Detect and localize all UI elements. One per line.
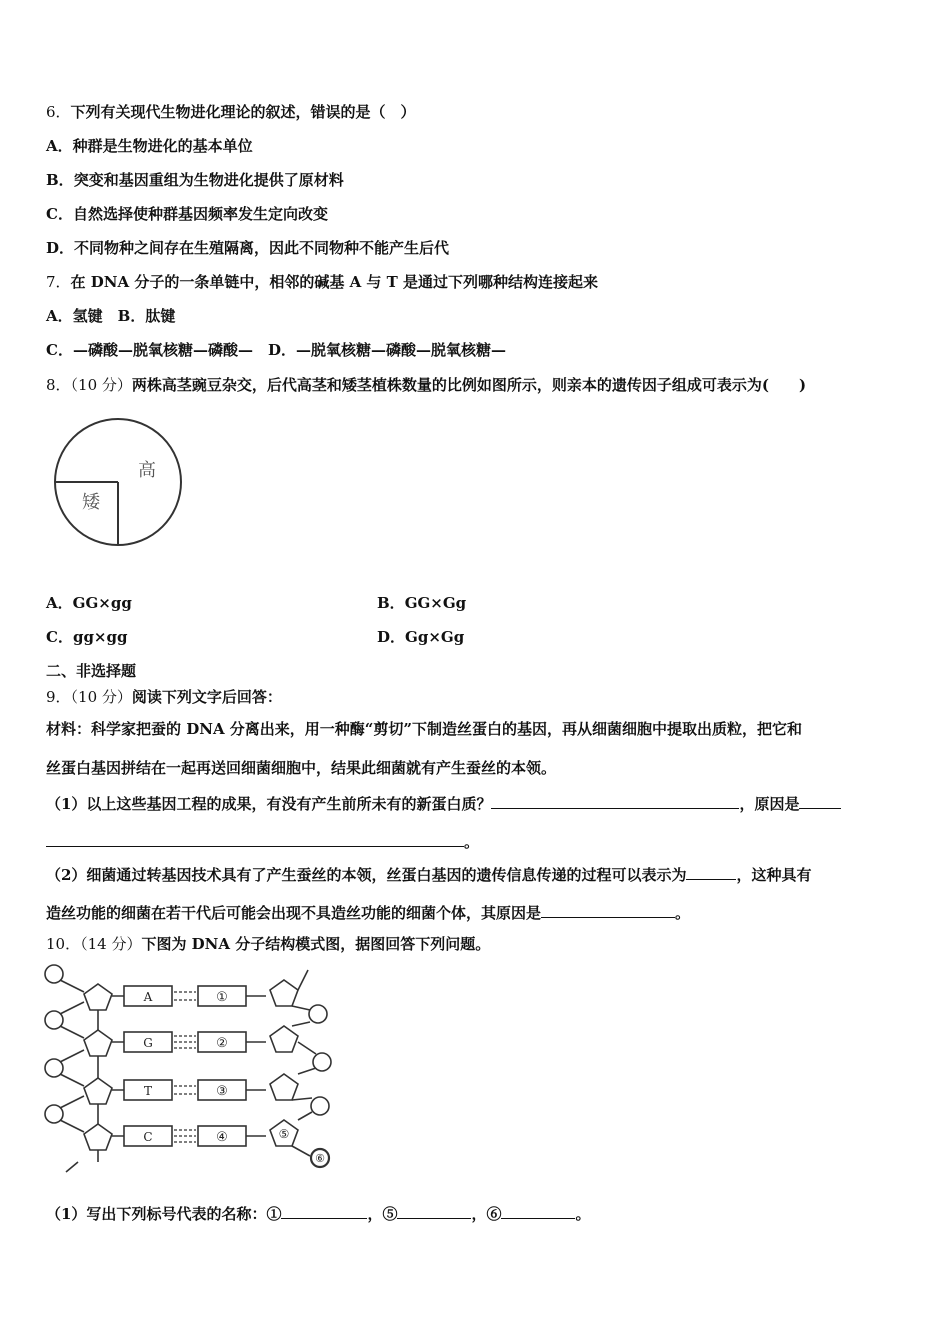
q7-stem bbox=[46, 272, 598, 292]
q6-stem bbox=[46, 102, 416, 122]
dna-structure-diagram bbox=[38, 962, 338, 1174]
label-4: ④ bbox=[216, 1130, 228, 1145]
q8-pie-chart bbox=[50, 414, 186, 550]
option-letter: B． bbox=[377, 594, 405, 612]
q9-sub1-reason-blank[interactable] bbox=[799, 792, 841, 809]
q9-sub2 bbox=[46, 863, 811, 885]
q6-option-b bbox=[46, 170, 344, 190]
option-letter: C． bbox=[46, 205, 73, 223]
q8-stem-text: 两株高茎豌豆杂交，后代高茎和矮茎植株数量的比例如图所示，则亲本的遗传因子组成可表示为( ) bbox=[131, 376, 807, 394]
q9-sub2-text-c: 造丝功能的细菌在若干代后可能会出现不具造丝功能的细菌个体，其原因是 bbox=[46, 904, 542, 922]
q8-stem bbox=[46, 375, 806, 395]
q10-blank-5[interactable] bbox=[397, 1202, 471, 1219]
q9-sub1-continued bbox=[46, 830, 479, 852]
q10-score: （14 分） bbox=[80, 935, 142, 953]
deoxyribose-pentagon bbox=[84, 1030, 112, 1056]
q9-sub2-reason-blank[interactable] bbox=[541, 901, 675, 918]
q8-score: （10 分） bbox=[70, 376, 132, 394]
q9-sub1 bbox=[46, 792, 841, 814]
base-connectors-left bbox=[112, 996, 124, 1136]
label-3: ③ bbox=[216, 1084, 228, 1099]
deoxyribose-pentagon bbox=[270, 1026, 298, 1052]
option-text: 种群是生物进化的基本单位 bbox=[72, 137, 253, 155]
q9-stem-text: 阅读下列文字后回答： bbox=[131, 688, 282, 706]
q10-sep-5: ，⑤ bbox=[367, 1205, 398, 1223]
q10-blank-6[interactable] bbox=[501, 1202, 575, 1219]
option-text: GG×gg bbox=[72, 594, 132, 612]
q6-option-d bbox=[46, 238, 449, 258]
q8-option-d bbox=[377, 627, 464, 647]
q9-sub2-text-b: ，这种具有 bbox=[736, 866, 812, 884]
base-label-c: C bbox=[143, 1130, 153, 1144]
q8-option-b bbox=[377, 593, 466, 613]
option-text: 突变和基因重组为生物进化提供了原材料 bbox=[73, 171, 344, 189]
q9-material-line2: 丝蛋白基因拼结在一起再送回细菌细胞中，结果此细菌就有产生蚕丝的本领。 bbox=[46, 759, 557, 777]
q7-options-ab: A．氢键 B．肽键 bbox=[46, 307, 176, 325]
phosphate-circle bbox=[311, 1097, 329, 1115]
q9-sub1-answer-blank[interactable] bbox=[491, 792, 739, 809]
option-text: GG×Gg bbox=[404, 594, 467, 612]
label-5: ⑤ bbox=[278, 1127, 290, 1141]
q8-option-a bbox=[46, 593, 132, 613]
label-6: ⑥ bbox=[315, 1152, 325, 1165]
option-text: 不同物种之间存在生殖隔离，因此不同物种不能产生后代 bbox=[74, 239, 450, 257]
deoxyribose-pentagon bbox=[270, 980, 298, 1006]
q6-number: 6． bbox=[46, 103, 71, 121]
q9-sub2-text-a: （2）细菌通过转基因技术具有了产生蚕丝的本领，丝蛋白基因的遗传信息传递的过程可以表示为 bbox=[46, 866, 687, 884]
q8-option-c bbox=[46, 627, 127, 647]
base-label-t: T bbox=[143, 1084, 153, 1098]
q7-number: 7． bbox=[46, 273, 71, 291]
phosphate-circle bbox=[309, 1005, 327, 1023]
base-label-g: G bbox=[143, 1036, 153, 1050]
q9-sub1-text-a: （1）以上这些基因工程的成果，有没有产生前所未有的新蛋白质？ bbox=[46, 795, 492, 813]
q7-options-cd: C．—磷酸—脱氧核糖—磷酸— D．—脱氧核糖—磷酸—脱氧核糖— bbox=[46, 341, 506, 359]
q9-sub2-continued bbox=[46, 901, 690, 923]
hydrogen-bonds bbox=[174, 1036, 196, 1048]
q6-option-a bbox=[46, 136, 253, 156]
option-letter: D． bbox=[46, 239, 75, 257]
deoxyribose-pentagon bbox=[84, 1124, 112, 1150]
deoxyribose-pentagon bbox=[84, 984, 112, 1010]
q9-sub2-end: 。 bbox=[675, 904, 691, 922]
base-label-a: A bbox=[143, 990, 153, 1004]
q9-number: 9． bbox=[46, 688, 71, 706]
q6-stem-text: 下列有关现代生物进化理论的叙述，错误的是（ ） bbox=[70, 103, 416, 121]
hydrogen-bonds bbox=[174, 992, 196, 1000]
option-letter: D． bbox=[377, 628, 406, 646]
option-letter: A． bbox=[46, 137, 73, 155]
q7-stem-text: 在 DNA 分子的一条单链中，相邻的碱基 A 与 T 是通过下列哪种结构连接起来 bbox=[70, 273, 599, 291]
q9-score: （10 分） bbox=[70, 688, 132, 706]
option-text: gg×gg bbox=[72, 628, 128, 646]
q10-sub1 bbox=[46, 1202, 591, 1224]
base-connectors-right bbox=[246, 996, 266, 1136]
pie-label-tall: 高 bbox=[138, 460, 156, 481]
phosphate-circle bbox=[313, 1053, 331, 1071]
hydrogen-bonds bbox=[174, 1086, 196, 1094]
q10-number: 10． bbox=[46, 935, 81, 953]
label-1: ① bbox=[216, 990, 228, 1005]
option-text: 自然选择使种群基因频率发生定向改变 bbox=[72, 205, 328, 223]
q9-sub1-reason-blank-cont[interactable] bbox=[46, 830, 464, 847]
q9-sub1-end: 。 bbox=[464, 833, 480, 851]
q10-stem bbox=[46, 934, 490, 954]
q9-sub1-text-b: ，原因是 bbox=[739, 795, 800, 813]
q9-stem bbox=[46, 687, 282, 707]
deoxyribose-pentagon bbox=[270, 1074, 298, 1100]
pie-label-short: 矮 bbox=[82, 492, 100, 513]
q10-sub1-end: 。 bbox=[575, 1205, 591, 1223]
q8-number: 8． bbox=[46, 376, 71, 394]
q10-sep-6: ，⑥ bbox=[471, 1205, 502, 1223]
q10-sub1-text: （1）写出下列标号代表的名称：① bbox=[46, 1205, 282, 1223]
q10-stem-text: 下图为 DNA 分子结构模式图，据图回答下列问题。 bbox=[141, 935, 491, 953]
hydrogen-bonds bbox=[174, 1130, 196, 1142]
q10-blank-1[interactable] bbox=[281, 1202, 367, 1219]
option-letter: A． bbox=[46, 594, 73, 612]
deoxyribose-pentagon bbox=[84, 1078, 112, 1104]
option-text: Gg×Gg bbox=[405, 628, 465, 646]
option-letter: B． bbox=[46, 171, 74, 189]
q9-material-line1: 材料：科学家把蚕的 DNA 分离出来，用一种酶“剪切”下制造丝蛋白的基因，再从细菌细胞中提取出质粒，把它和 bbox=[46, 720, 803, 738]
option-letter: C． bbox=[46, 628, 73, 646]
q9-sub2-process-blank[interactable] bbox=[686, 863, 736, 880]
label-2: ② bbox=[216, 1036, 228, 1051]
section-title: 二、非选择题 bbox=[46, 662, 137, 680]
q6-option-c bbox=[46, 204, 328, 224]
left-backbone bbox=[60, 980, 84, 1172]
